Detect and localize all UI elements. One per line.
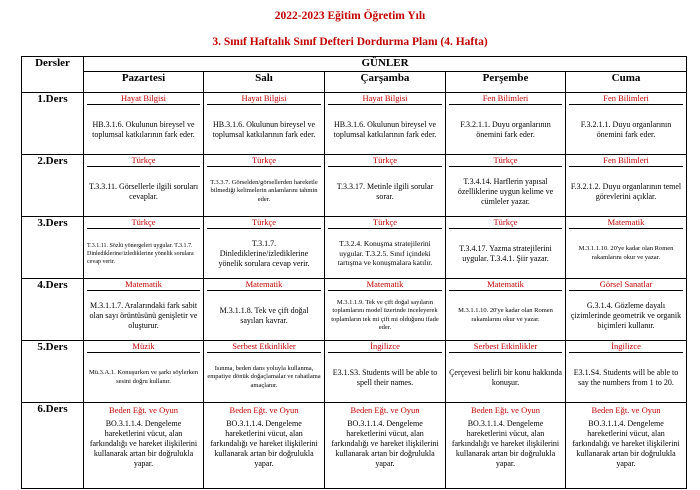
lesson-cell [84, 279, 204, 341]
subject-label: Türkçe [207, 155, 321, 167]
lesson-cell [84, 403, 204, 489]
lesson-cell [325, 93, 446, 155]
table-row [22, 403, 687, 489]
subject-label: İngilizce [328, 341, 442, 353]
lesson-cell [84, 341, 204, 403]
subject-label: Hayat Bilgisi [87, 93, 200, 105]
lesson-cell [204, 341, 325, 403]
table-row [22, 279, 687, 341]
lesson-outcome: T.3.1.7. Dinlediklerine/izlediklerine yönelik sorulara cevap verir. [218, 238, 310, 268]
subject-label: Beden Eğt. ve Oyun [350, 405, 420, 415]
lesson-cell [566, 155, 687, 217]
lesson-cell [446, 341, 566, 403]
lesson-outcome: Mü.3.A.1. Konuşurken ve şarkı söylerken sesini doğru kullanır. [88, 369, 199, 385]
day-header-wednesday: Çarşamba [325, 72, 446, 93]
subject-label: Matematik [569, 217, 683, 229]
lesson-cell [325, 155, 446, 217]
lesson-cell [204, 279, 325, 341]
lesson-outcome: M.3.1.1.10. 20'ye kadar olan Romen rakamlarını okur ve yazar. [578, 245, 674, 261]
lesson-cell [84, 93, 204, 155]
lesson-outcome: T.3.3.17. Metinle ilgili sorular sorar. [336, 181, 434, 201]
lesson-label: 1.Ders [22, 93, 84, 155]
subject-label: Türkçe [449, 155, 562, 167]
subject-label: Matematik [87, 279, 200, 291]
lesson-outcome: BO.3.1.1.4. Dengeleme hareketlerini vücut, alan farkındalığı ve hareket ilişkilerini kullanarak artan bir doğrulukla yapar. [572, 419, 680, 468]
lesson-cell [566, 93, 687, 155]
lesson-outcome: HB.3.1.6. Okulunun bireysel ve toplumsal katkılarının fark eder. [333, 119, 437, 139]
lesson-outcome: E3.1.S3. Students will be able to spell their names. [332, 367, 438, 387]
subject-label: Matematik [328, 279, 442, 291]
subject-label: Hayat Bilgisi [207, 93, 321, 105]
subject-label: Beden Eğt. ve Oyun [471, 405, 540, 415]
lesson-cell [204, 217, 325, 279]
lesson-cell [566, 403, 687, 489]
subject-label: Serbest Etkinlikler [207, 341, 321, 353]
subject-label: Görsel Sanatlar [569, 279, 683, 291]
day-header-thursday: Perşembe [446, 72, 566, 93]
subject-label: Türkçe [207, 217, 321, 229]
subject-label: Müzik [87, 341, 200, 353]
subject-label: Beden Eğt. ve Oyun [229, 405, 299, 415]
lesson-cell [204, 403, 325, 489]
lesson-outcome: T.3.2.4. Konuşma stratejilerini uygular. T.3.2.5. Sınıf içindeki tartışma ve konuşmalara katılır. [337, 239, 433, 268]
day-header-monday: Pazartesi [84, 72, 204, 93]
lesson-outcome: T.3.3.7. Görselden/görsellerden hareketle bilmediği kelimelerin anlamlarını tahmin eder. [210, 178, 318, 203]
lesson-outcome: T.3.3.11. Görsellerle ilgili soruları cevaplar. [88, 181, 199, 201]
day-header-friday: Cuma [566, 72, 687, 93]
lesson-cell [446, 93, 566, 155]
lessons-header: Dersler [22, 57, 84, 93]
lesson-outcome: Isınma, beden dans yoluyla kullanma, empatiye dönük doğaçlamalar ve rahatlama amaçlanır. [207, 364, 321, 389]
lesson-outcome: BO.3.1.1.4. Dengeleme hareketlerini vücut, alan farkındalığı ve hareket ilişkilerini kullanarak artan bir doğrulukla yapar. [331, 419, 439, 468]
subject-label: Fen Bilimleri [569, 155, 683, 167]
subject-label: Fen Bilimleri [449, 93, 562, 105]
subject-label: İngilizce [569, 341, 683, 353]
lesson-outcome: HB.3.1.6. Okulunun bireysel ve toplumsal katkılarının fark eder. [212, 119, 316, 139]
lesson-label: 3.Ders [22, 217, 84, 279]
subject-label: Türkçe [449, 217, 562, 229]
lesson-label: 4.Ders [22, 279, 84, 341]
lesson-cell [566, 217, 687, 279]
subject-label: Serbest Etkinlikler [449, 341, 562, 353]
lesson-cell [84, 217, 204, 279]
table-row [22, 341, 687, 403]
lesson-cell [446, 217, 566, 279]
lesson-cell [446, 155, 566, 217]
lesson-outcome: E3.1.S4. Students will be able to say the numbers from 1 to 20. [573, 367, 679, 387]
table-row [22, 217, 687, 279]
lesson-outcome: F.3.2.1.1. Duyu organlarının önemini fark eder. [580, 119, 672, 139]
lesson-outcome: M.3.1.1.9. Tek ve çift doğal sayıların toplamlarını model üzerinde inceleyerek toplamların tek mi çift mi olduğunu ifade eder. [331, 298, 439, 331]
lesson-outcome: BO.3.1.1.4. Dengeleme hareketlerini vücut, alan farkındalığı ve hareket ilişkilerini kullanarak artan bir doğrulukla yapar. [89, 419, 198, 468]
lesson-outcome: G.3.1.4. Gözleme dayalı çizimlerinde geometrik ve organik biçimleri kullanır. [570, 300, 682, 330]
lesson-cell [566, 341, 687, 403]
days-group-header: GÜNLER [84, 57, 687, 72]
lesson-outcome: T.3.4.17. Yazma stratejilerini uygular. T.3.4.1. Şiir yazar. [459, 243, 552, 263]
lesson-cell [325, 403, 446, 489]
lesson-outcome: HB.3.1.6. Okulunun bireysel ve toplumsal katkılarının fark eder. [92, 119, 195, 139]
lesson-cell [325, 341, 446, 403]
lesson-outcome: F.3.2.1.2. Duyu organlarının temel görevlerini açıklar. [570, 181, 682, 201]
subject-label: Türkçe [328, 155, 442, 167]
lesson-label: 2.Ders [22, 155, 84, 217]
lesson-outcome: BO.3.1.1.4. Dengeleme hareketlerini vücut, alan farkındalığı ve hareket ilişkilerini kullanarak artan bir doğrulukla yapar. [451, 419, 560, 468]
table-row [22, 93, 687, 155]
lesson-cell [325, 217, 446, 279]
lesson-label: 6.Ders [22, 403, 84, 489]
subject-label: Matematik [449, 279, 562, 291]
lesson-outcome: T.3.4.14. Harflerin yapısal özelliklerine uygun kelime ve cümleler yazar. [457, 176, 554, 206]
page-subtitle: 3. Sınıf Haftalık Sınıf Defteri Dordurma Planı (4. Hafta) [212, 36, 488, 48]
lesson-cell [84, 155, 204, 217]
schedule-table [21, 56, 687, 489]
day-header-tuesday: Salı [204, 72, 325, 93]
subject-label: Türkçe [87, 217, 200, 229]
lesson-outcome: T.3.1.11. Sözlü yönergeleri uygular. T.3.1.7. Dinlediklerine/izlediklerine yönelik sorulara cevap verir. [87, 242, 194, 265]
subject-label: Türkçe [328, 217, 442, 229]
lesson-cell [446, 279, 566, 341]
subject-label: Fen Bilimleri [569, 93, 683, 105]
subject-label: Beden Eğt. ve Oyun [109, 405, 178, 415]
page-title: 2022-2023 Eğitim Öğretim Yılı [274, 10, 426, 22]
lesson-outcome: M.3.1.1.8. Tek ve çift doğal sayıları kavrar. [219, 305, 309, 325]
subject-label: Beden Eğt. ve Oyun [591, 405, 661, 415]
lesson-cell [204, 155, 325, 217]
subject-label: Matematik [207, 279, 321, 291]
lesson-cell [446, 403, 566, 489]
lesson-label: 5.Ders [22, 341, 84, 403]
lesson-outcome: F.3.2.1.1. Duyu organlarının önemini fark eder. [460, 119, 551, 139]
lesson-cell [566, 279, 687, 341]
table-row [22, 155, 687, 217]
lesson-cell [325, 279, 446, 341]
lesson-outcome: M.3.1.1.10. 20'ye kadar olan Romen rakamlarını okur ve yazar. [458, 307, 553, 323]
lesson-outcome: M.3.1.1.7. Aralarındaki fark sabit olan sayı örüntüsünü genişletir ve oluşturur. [89, 300, 198, 330]
lesson-outcome: Çerçevesi belirli bir konu hakkında konuşur. [449, 367, 562, 387]
subject-label: Hayat Bilgisi [328, 93, 442, 105]
subject-label: Türkçe [87, 155, 200, 167]
lesson-outcome: BO.3.1.1.4. Dengeleme hareketlerini vücut, alan farkındalığı ve hareket ilişkilerini kullanarak artan bir doğrulukla yapar. [210, 419, 318, 468]
lesson-cell [204, 93, 325, 155]
